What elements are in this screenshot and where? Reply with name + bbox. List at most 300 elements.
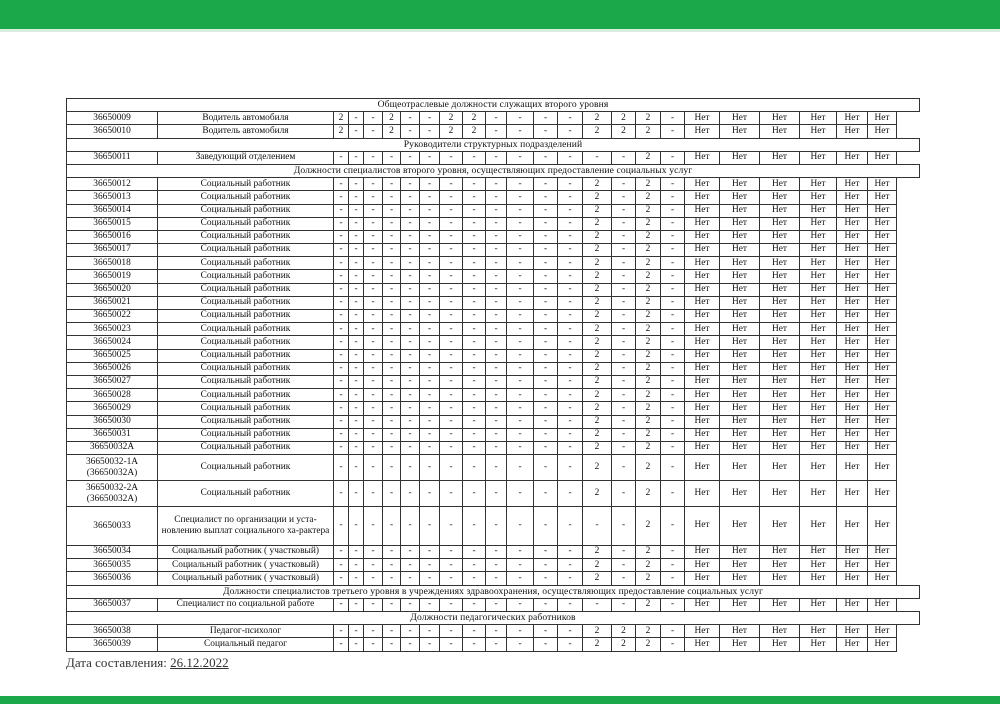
value-cell: -	[558, 546, 583, 559]
flag-cell: Нет	[720, 598, 760, 611]
flag-cell: Нет	[868, 244, 897, 257]
flag-cell: Нет	[800, 559, 837, 572]
value-cell: -	[486, 389, 507, 402]
flag-cell: Нет	[685, 402, 720, 415]
value-cell: -	[349, 349, 364, 362]
value-cell: -	[440, 296, 463, 309]
flag-cell: Нет	[868, 572, 897, 585]
value-cell: -	[383, 257, 401, 270]
value-cell: -	[558, 428, 583, 441]
value-cell: -	[440, 507, 463, 546]
flag-cell: Нет	[760, 625, 800, 638]
flag-cell: Нет	[720, 625, 760, 638]
value-cell: -	[558, 323, 583, 336]
value-cell: -	[334, 323, 349, 336]
value-cell: 2	[583, 415, 612, 428]
table-row	[67, 270, 920, 283]
value-cell: -	[612, 546, 636, 559]
value-cell: -	[661, 362, 685, 375]
value-cell: -	[558, 151, 583, 164]
flag-cell: Нет	[837, 336, 868, 349]
flag-cell: Нет	[837, 323, 868, 336]
value-cell: -	[534, 441, 558, 454]
value-cell: -	[612, 270, 636, 283]
table-row	[67, 625, 920, 638]
position-code: 36650019	[67, 270, 158, 283]
value-cell: -	[334, 217, 349, 230]
flag-cell: Нет	[720, 481, 760, 507]
value-cell: -	[440, 191, 463, 204]
value-cell: -	[558, 349, 583, 362]
flag-cell: Нет	[837, 572, 868, 585]
compilation-date-line	[66, 655, 229, 671]
flag-cell: Нет	[868, 270, 897, 283]
value-cell: -	[534, 244, 558, 257]
flag-cell: Нет	[868, 283, 897, 296]
value-cell: -	[383, 598, 401, 611]
value-cell: -	[420, 559, 440, 572]
value-cell: -	[534, 507, 558, 546]
value-cell: -	[440, 389, 463, 402]
position-title: Социальный работник	[158, 217, 334, 230]
value-cell: -	[364, 270, 383, 283]
value-cell: -	[558, 270, 583, 283]
flag-cell: Нет	[837, 257, 868, 270]
flag-cell: Нет	[837, 151, 868, 164]
value-cell: -	[612, 598, 636, 611]
value-cell: -	[661, 125, 685, 138]
flag-cell: Нет	[685, 310, 720, 323]
value-cell: -	[534, 402, 558, 415]
value-cell: -	[334, 598, 349, 611]
flag-cell: Нет	[868, 415, 897, 428]
value-cell: -	[507, 441, 534, 454]
value-cell: -	[420, 415, 440, 428]
value-cell: -	[463, 559, 486, 572]
value-cell: -	[612, 323, 636, 336]
value-cell: 2	[583, 217, 612, 230]
value-cell: -	[383, 428, 401, 441]
value-cell: -	[661, 151, 685, 164]
flag-cell: Нет	[868, 455, 897, 481]
value-cell: -	[349, 204, 364, 217]
value-cell: 2	[583, 428, 612, 441]
table-row	[67, 481, 920, 507]
value-cell: -	[334, 362, 349, 375]
flag-cell: Нет	[760, 389, 800, 402]
flag-cell: Нет	[800, 336, 837, 349]
position-code: 36650032А	[67, 441, 158, 454]
value-cell: -	[534, 191, 558, 204]
value-cell: -	[612, 362, 636, 375]
value-cell: 2	[636, 362, 661, 375]
value-cell: -	[383, 362, 401, 375]
top-green-bar	[0, 0, 1000, 32]
flag-cell: Нет	[800, 481, 837, 507]
value-cell: -	[420, 638, 440, 651]
value-cell: 2	[636, 481, 661, 507]
value-cell: -	[364, 257, 383, 270]
value-cell: -	[440, 428, 463, 441]
value-cell: -	[349, 323, 364, 336]
value-cell: -	[612, 441, 636, 454]
value-cell: -	[534, 310, 558, 323]
flag-cell: Нет	[868, 217, 897, 230]
value-cell: -	[334, 349, 349, 362]
value-cell: -	[463, 428, 486, 441]
position-title: Социальный работник	[158, 481, 334, 507]
flag-cell: Нет	[685, 455, 720, 481]
value-cell: -	[364, 389, 383, 402]
value-cell: -	[558, 178, 583, 191]
position-code: 36650037	[67, 598, 158, 611]
position-code: 36650033	[67, 507, 158, 546]
flag-cell: Нет	[868, 362, 897, 375]
value-cell: 2	[583, 336, 612, 349]
value-cell: -	[420, 204, 440, 217]
value-cell: -	[661, 559, 685, 572]
value-cell: -	[661, 217, 685, 230]
flag-cell: Нет	[685, 546, 720, 559]
value-cell: 2	[334, 125, 349, 138]
value-cell: 2	[583, 455, 612, 481]
value-cell: -	[534, 257, 558, 270]
flag-cell: Нет	[868, 204, 897, 217]
value-cell: -	[364, 349, 383, 362]
value-cell: -	[558, 441, 583, 454]
flag-cell: Нет	[800, 455, 837, 481]
flag-cell: Нет	[685, 625, 720, 638]
table-row	[67, 217, 920, 230]
flag-cell: Нет	[685, 441, 720, 454]
flag-cell: Нет	[720, 125, 760, 138]
value-cell: -	[534, 455, 558, 481]
value-cell: -	[364, 402, 383, 415]
flag-cell: Нет	[800, 402, 837, 415]
value-cell: -	[440, 349, 463, 362]
flag-cell: Нет	[800, 625, 837, 638]
value-cell: -	[420, 455, 440, 481]
value-cell: -	[401, 178, 420, 191]
value-cell: 2	[612, 112, 636, 125]
position-code: 36650017	[67, 244, 158, 257]
value-cell: -	[534, 125, 558, 138]
value-cell: -	[507, 349, 534, 362]
flag-cell: Нет	[720, 349, 760, 362]
value-cell: -	[334, 507, 349, 546]
value-cell: -	[558, 191, 583, 204]
position-title: Социальный работник	[158, 270, 334, 283]
value-cell: -	[401, 204, 420, 217]
value-cell: -	[507, 257, 534, 270]
table-row	[67, 362, 920, 375]
value-cell: 2	[636, 244, 661, 257]
value-cell: -	[463, 296, 486, 309]
value-cell: -	[401, 323, 420, 336]
flag-cell: Нет	[800, 362, 837, 375]
value-cell: -	[558, 310, 583, 323]
value-cell: -	[661, 349, 685, 362]
flag-cell: Нет	[760, 310, 800, 323]
flag-cell: Нет	[868, 559, 897, 572]
value-cell: 2	[440, 112, 463, 125]
flag-cell: Нет	[685, 481, 720, 507]
flag-cell: Нет	[685, 270, 720, 283]
value-cell: -	[420, 441, 440, 454]
value-cell: -	[507, 310, 534, 323]
flag-cell: Нет	[720, 270, 760, 283]
flag-cell: Нет	[837, 598, 868, 611]
table-row	[67, 546, 920, 559]
value-cell: -	[440, 362, 463, 375]
value-cell: -	[420, 336, 440, 349]
value-cell: -	[364, 283, 383, 296]
value-cell: -	[507, 625, 534, 638]
value-cell: -	[463, 598, 486, 611]
flag-cell: Нет	[720, 257, 760, 270]
value-cell: -	[334, 204, 349, 217]
position-title: Социальный работник	[158, 310, 334, 323]
flag-cell: Нет	[837, 441, 868, 454]
value-cell: 2	[636, 336, 661, 349]
value-cell: 2	[636, 296, 661, 309]
value-cell: -	[534, 362, 558, 375]
position-code: 36650013	[67, 191, 158, 204]
value-cell: -	[507, 638, 534, 651]
value-cell: 2	[334, 112, 349, 125]
value-cell: -	[507, 125, 534, 138]
value-cell: -	[383, 336, 401, 349]
flag-cell: Нет	[800, 230, 837, 243]
value-cell: -	[401, 559, 420, 572]
value-cell: -	[440, 270, 463, 283]
value-cell: -	[383, 572, 401, 585]
value-cell: -	[463, 191, 486, 204]
value-cell: -	[349, 507, 364, 546]
table-row	[67, 559, 920, 572]
position-title: Социальный работник	[158, 230, 334, 243]
value-cell: 2	[383, 112, 401, 125]
table-row	[67, 336, 920, 349]
value-cell: -	[612, 402, 636, 415]
table-row	[67, 151, 920, 164]
value-cell: -	[383, 191, 401, 204]
table-row	[67, 191, 920, 204]
flag-cell: Нет	[760, 112, 800, 125]
position-code: 36650020	[67, 283, 158, 296]
table-row	[67, 441, 920, 454]
flag-cell: Нет	[800, 125, 837, 138]
value-cell: -	[364, 455, 383, 481]
flag-cell: Нет	[720, 151, 760, 164]
value-cell: -	[463, 323, 486, 336]
flag-cell: Нет	[760, 244, 800, 257]
value-cell: -	[486, 244, 507, 257]
value-cell: -	[440, 375, 463, 388]
value-cell: -	[558, 296, 583, 309]
value-cell: -	[440, 481, 463, 507]
value-cell: -	[486, 415, 507, 428]
value-cell: 2	[636, 625, 661, 638]
value-cell: -	[401, 507, 420, 546]
value-cell: 2	[636, 191, 661, 204]
value-cell: -	[507, 507, 534, 546]
value-cell: -	[486, 151, 507, 164]
flag-cell: Нет	[800, 283, 837, 296]
value-cell: 2	[612, 625, 636, 638]
value-cell: -	[364, 151, 383, 164]
value-cell: -	[463, 455, 486, 481]
value-cell: -	[661, 270, 685, 283]
flag-cell: Нет	[800, 389, 837, 402]
value-cell: -	[401, 389, 420, 402]
value-cell: -	[507, 402, 534, 415]
value-cell: -	[507, 230, 534, 243]
position-title: Социальный работник	[158, 257, 334, 270]
value-cell: -	[612, 244, 636, 257]
value-cell: -	[486, 191, 507, 204]
flag-cell: Нет	[760, 283, 800, 296]
value-cell: -	[401, 125, 420, 138]
value-cell: -	[463, 230, 486, 243]
flag-cell: Нет	[760, 336, 800, 349]
flag-cell: Нет	[868, 507, 897, 546]
value-cell: 2	[636, 230, 661, 243]
flag-cell: Нет	[760, 178, 800, 191]
flag-cell: Нет	[685, 336, 720, 349]
value-cell: -	[463, 204, 486, 217]
value-cell: -	[507, 572, 534, 585]
value-cell: -	[534, 375, 558, 388]
value-cell: -	[420, 507, 440, 546]
flag-cell: Нет	[800, 270, 837, 283]
value-cell: -	[486, 257, 507, 270]
flag-cell: Нет	[720, 296, 760, 309]
value-cell: -	[534, 151, 558, 164]
section-title: Руководители структурных подразделений	[67, 138, 920, 151]
value-cell: -	[349, 402, 364, 415]
value-cell: -	[401, 362, 420, 375]
value-cell: -	[349, 389, 364, 402]
value-cell: 2	[636, 217, 661, 230]
value-cell: -	[507, 204, 534, 217]
value-cell: -	[534, 415, 558, 428]
position-title: Социальный работник	[158, 402, 334, 415]
value-cell: -	[661, 178, 685, 191]
value-cell: -	[349, 217, 364, 230]
flag-cell: Нет	[800, 598, 837, 611]
value-cell: -	[349, 455, 364, 481]
value-cell: 2	[583, 283, 612, 296]
flag-cell: Нет	[760, 415, 800, 428]
flag-cell: Нет	[760, 230, 800, 243]
value-cell: -	[534, 572, 558, 585]
table-row	[67, 389, 920, 402]
flag-cell: Нет	[720, 191, 760, 204]
value-cell: -	[486, 507, 507, 546]
value-cell: -	[463, 349, 486, 362]
value-cell: -	[612, 415, 636, 428]
value-cell: -	[401, 244, 420, 257]
value-cell: -	[440, 625, 463, 638]
value-cell: -	[383, 283, 401, 296]
document-sheet	[66, 98, 920, 652]
position-title: Педагог-психолог	[158, 625, 334, 638]
value-cell: 2	[583, 296, 612, 309]
value-cell: -	[463, 244, 486, 257]
flag-cell: Нет	[837, 244, 868, 257]
value-cell: -	[463, 572, 486, 585]
position-code: 36650026	[67, 362, 158, 375]
value-cell: -	[349, 546, 364, 559]
value-cell: -	[486, 428, 507, 441]
flag-cell: Нет	[800, 204, 837, 217]
value-cell: 2	[636, 638, 661, 651]
value-cell: -	[534, 270, 558, 283]
value-cell: -	[383, 244, 401, 257]
value-cell: -	[349, 415, 364, 428]
flag-cell: Нет	[868, 230, 897, 243]
value-cell: -	[401, 546, 420, 559]
value-cell: -	[612, 204, 636, 217]
value-cell: -	[383, 310, 401, 323]
value-cell: 2	[583, 270, 612, 283]
flag-cell: Нет	[837, 217, 868, 230]
flag-cell: Нет	[837, 507, 868, 546]
value-cell: -	[401, 572, 420, 585]
value-cell: -	[401, 151, 420, 164]
flag-cell: Нет	[837, 428, 868, 441]
position-code: 36650010	[67, 125, 158, 138]
position-title: Социальный работник	[158, 362, 334, 375]
value-cell: -	[661, 625, 685, 638]
value-cell: -	[420, 625, 440, 638]
value-cell: -	[612, 507, 636, 546]
value-cell: -	[364, 415, 383, 428]
flag-cell: Нет	[837, 389, 868, 402]
flag-cell: Нет	[685, 389, 720, 402]
value-cell: -	[463, 415, 486, 428]
value-cell: -	[401, 375, 420, 388]
value-cell: -	[383, 559, 401, 572]
section-header-row	[67, 612, 920, 625]
flag-cell: Нет	[720, 217, 760, 230]
flag-cell: Нет	[868, 441, 897, 454]
value-cell: -	[661, 283, 685, 296]
value-cell: -	[420, 428, 440, 441]
table-row	[67, 375, 920, 388]
value-cell: -	[334, 638, 349, 651]
value-cell: 2	[583, 546, 612, 559]
flag-cell: Нет	[868, 125, 897, 138]
value-cell: -	[507, 428, 534, 441]
position-title: Социальный работник	[158, 415, 334, 428]
value-cell: -	[507, 283, 534, 296]
value-cell: -	[364, 441, 383, 454]
flag-cell: Нет	[837, 125, 868, 138]
position-title: Социальный работник	[158, 428, 334, 441]
value-cell: -	[486, 572, 507, 585]
flag-cell: Нет	[760, 638, 800, 651]
position-title: Специалист по организации и уста-новлению выплат социального ха-рактера	[158, 507, 334, 546]
value-cell: -	[420, 191, 440, 204]
value-cell: -	[534, 559, 558, 572]
value-cell: -	[364, 296, 383, 309]
value-cell: -	[364, 507, 383, 546]
flag-cell: Нет	[868, 191, 897, 204]
position-title: Заведующий отделением	[158, 151, 334, 164]
value-cell: -	[420, 112, 440, 125]
